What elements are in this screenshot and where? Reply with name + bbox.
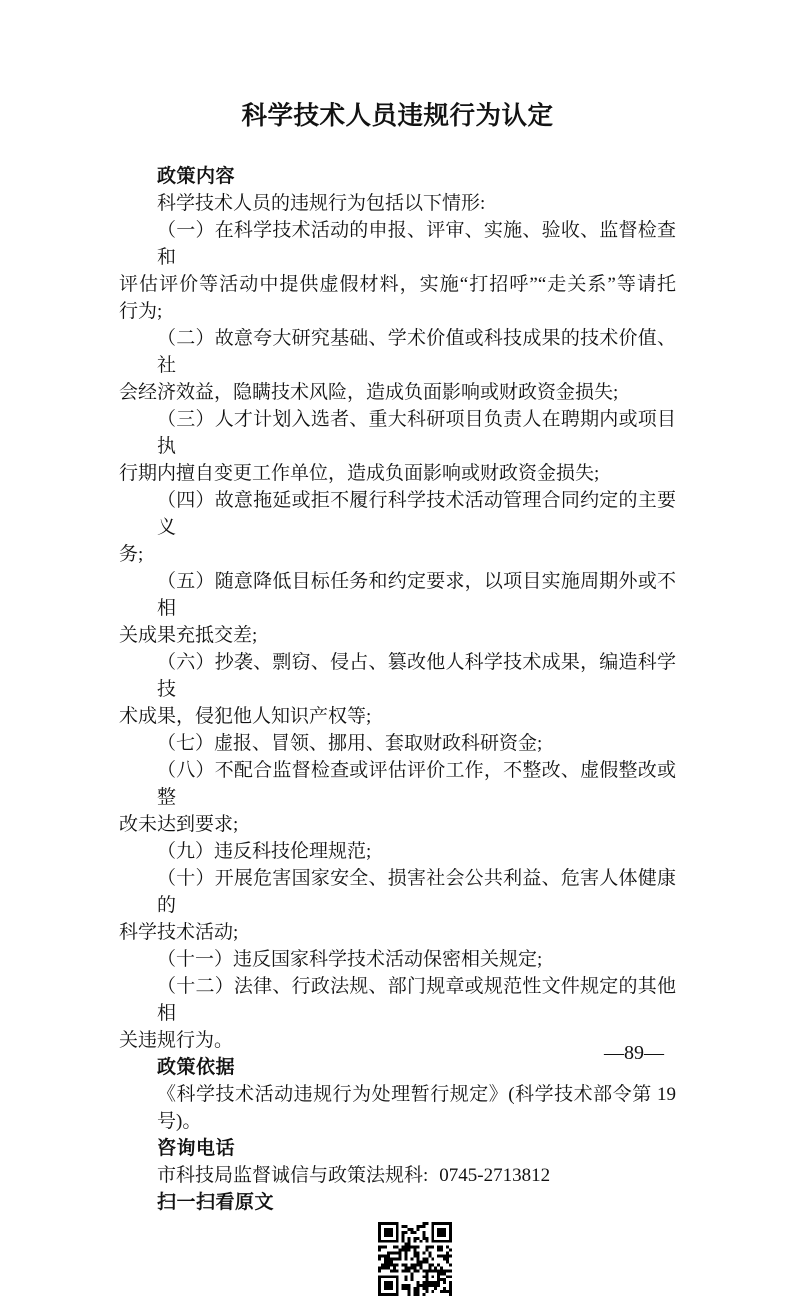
policy-content-lines [119, 190, 676, 1054]
content-block [119, 163, 676, 1296]
text-line: 改未达到要求; [119, 814, 239, 835]
text-line: 科学技术人员的违规行为包括以下情形: [157, 193, 486, 214]
page-title: 科学技术人员违规行为认定 [241, 101, 554, 130]
text-line: 《科学技术活动违规行为处理暂行规定》(科学技术部令第 19 号)。 [157, 1084, 676, 1132]
policy-basis-lines [119, 1081, 676, 1135]
text-line: 行为; [119, 301, 163, 322]
text-line: 关违规行为。 [119, 1030, 234, 1051]
consult-department: 市科技局监督诚信与政策法规科: [157, 1165, 429, 1186]
text-line: （一）在科学技术活动的申报、评审、实施、验收、监督检查和 [157, 220, 676, 268]
section-heading-scan-original: 扫一扫看原文 [157, 1192, 275, 1213]
text-line: （十一）违反国家科学技术活动保密相关规定; [157, 949, 543, 970]
consult-phone-number: 0745-2713812 [439, 1165, 551, 1186]
text-line: （三）人才计划入选者、重大科研项目负责人在聘期内或项目执 [157, 409, 676, 457]
consult-phone-line [119, 1162, 676, 1189]
qr-code-icon [378, 1222, 452, 1296]
text-line: （六）抄袭、剽窃、侵占、篡改他人科学技术成果，编造科学技 [157, 652, 676, 700]
text-line: 务; [119, 544, 144, 565]
text-line: （四）故意拖延或拒不履行科学技术活动管理合同约定的主要义 [157, 490, 676, 538]
text-line: （九）违反科技伦理规范; [157, 841, 372, 862]
text-line: 行期内擅自变更工作单位，造成负面影响或财政资金损失; [119, 463, 600, 484]
section-heading-consult-phone: 咨询电话 [157, 1138, 236, 1159]
section-heading-policy-content: 政策内容 [157, 166, 236, 187]
page-number: —89— [604, 1042, 664, 1064]
text-line: 会经济效益，隐瞒技术风险，造成负面影响或财政资金损失; [119, 382, 619, 403]
text-line: （七）虚报、冒领、挪用、套取财政科研资金; [157, 733, 543, 754]
text-line: （二）故意夸大研究基础、学术价值或科技成果的技术价值、社 [157, 328, 676, 376]
text-line: （五）随意降低目标任务和约定要求，以项目实施周期外或不相 [157, 571, 676, 619]
text-line: （十二）法律、行政法规、部门规章或规范性文件规定的其他相 [157, 976, 676, 1024]
text-line: 评估评价等活动中提供虚假材料，实施“打招呼”“走关系”等请托 [119, 274, 676, 295]
text-line: （八）不配合监督检查或评估评价工作，不整改、虚假整改或整 [157, 760, 676, 808]
qr-code-container [378, 1222, 452, 1296]
text-line: 术成果，侵犯他人知识产权等; [119, 706, 372, 727]
section-heading-policy-basis: 政策依据 [157, 1057, 236, 1078]
text-line: （十）开展危害国家安全、损害社会公共利益、危害人体健康的 [157, 868, 676, 916]
text-line: 关成果充抵交差; [119, 625, 258, 646]
text-line: 科学技术活动; [119, 922, 239, 943]
